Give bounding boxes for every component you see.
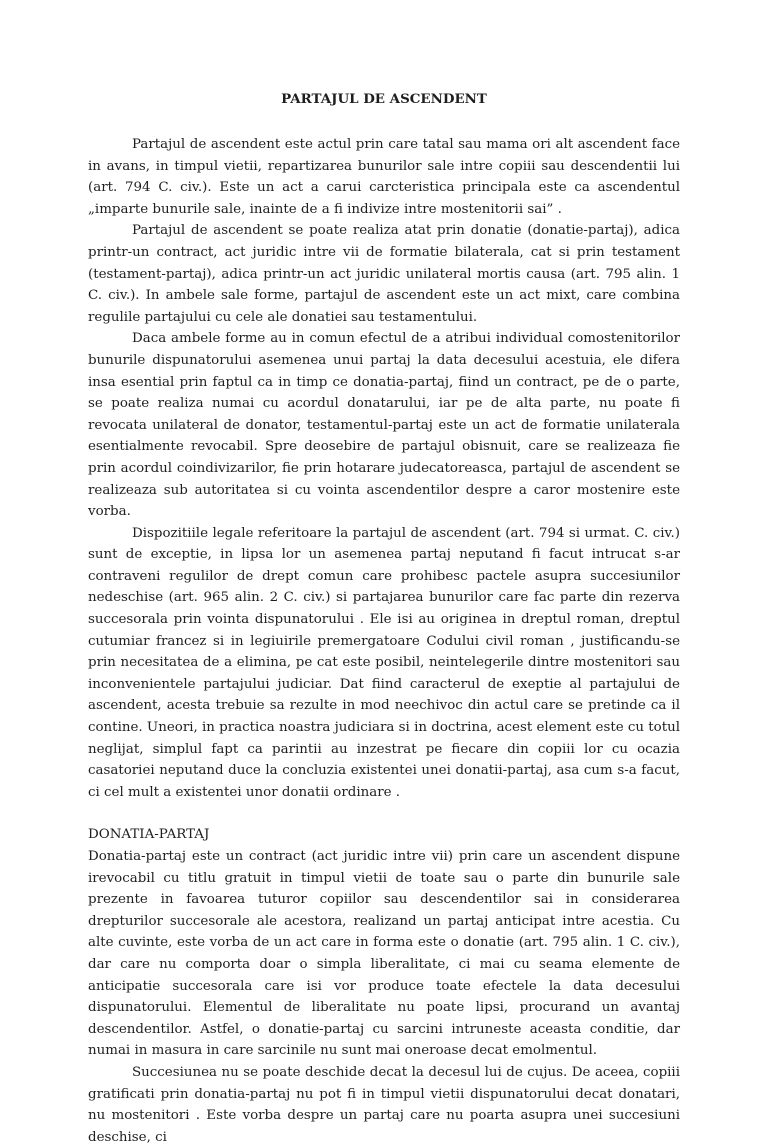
document-title: PARTAJUL DE ASCENDENT: [281, 91, 487, 107]
paragraph-2: Partajul de ascendent se poate realiza atat prin donatie (donatie-partaj), adica printr-un contract, act juridic intre vii de formatie bilaterala, cat si prin testament (testament-partaj), adica printr-un act juridic unilateral mortis causa (art. 795 alin. 1 C. civ.). In ambele sale forme, partajul de ascendent este un act mixt, care combina regulile partajului cu cele ale donatiei sau testamentului.: [88, 223, 680, 325]
section-heading: DONATIA-PARTAJ: [88, 827, 210, 843]
paragraph-1: Partajul de ascendent este actul prin care tatal sau mama ori alt ascendent face in avans, in timpul vietii, repartizarea bunurilor sale intre copiii sau descendentii lui (art. 794 C. civ.). Este un act a carui carcteristica principala este ca ascendentul „imparte bunurile sale, inainte de a fi indivize intre mostenitorii sai” .: [88, 137, 680, 217]
paragraph-4: Dispozitiile legale referitoare la partajul de ascendent (art. 794 si urmat. C. civ.) sunt de exceptie, in lipsa lor un asemenea partaj neputand fi facut intrucat s-ar contraveni regulilor de drept comun care prohibesc pactele asupra succesiunilor nedeschise (art. 965 alin. 2 C. civ.) si partajarea bunurilor care fac parte din rezerva succesorala prin vointa dispunatorului . Ele isi au originea in dreptul roman, dreptul cutumiar francez si in legiuirile premergatoare Codului civil roman , justificandu-se prin necesitatea de a elimina, pe cat este posibil, neintelegerile dintre mostenitori sau inconvenientele partajului judiciar. Dat fiind caracterul de exeptie al partajului de ascendent, acesta trebuie sa rezulte in mod neechivoc din actul care se pretinde ca il contine. Uneori, in practica noastra judiciara si in doctrina, acest element este cu totul neglijat, simplul fapt ca parintii au inzestrat pe fiecare din copiii lor cu ocazia casatoriei neputand duce la concluzia existentei unei donatii-partaj, asa cum s-a facut, ci cel mult a existentei unor donatii ordinare .: [88, 525, 680, 800]
paragraph-3: Daca ambele forme au in comun efectul de a atribui individual comostenitorilor bunurile dispunatorului asemenea unui partaj la data decesului acestuia, ele difera insa esential prin faptul ca in timp ce donatia-partaj, fiind un contract, pe de o parte, se poate realiza numai cu acordul donatarului, iar pe de alta parte, nu poate fi revocata unilateral de donator, testamentul-partaj este un act de formatie unilaterala esentialmente revocabil. Spre deosebire de partajul obisnuit, care se realizeaza fie prin acordul coindivizarilor, fie prin hotarare judecatoreasca, partajul de ascendent se realizeaza sub autoritatea si cu vointa ascendentilor despre a caror mostenire este vorba.: [88, 331, 680, 520]
document-body: [88, 88, 680, 1148]
section-paragraph-2: Succesiunea nu se poate deschide decat la decesul lui de cujus. De aceea, copiii gratificati prin donatia-partaj nu pot fi in timpul vietii dispunatorului decat donatari, nu mostenitori . Este vorba despre un partaj care nu poarta asupra unei succesiuni deschise, ci: [88, 1064, 680, 1145]
section-paragraph-1: Donatia-partaj este un contract (act juridic intre vii) prin care un ascendent dispune irevocabil cu titlu gratuit in timpul vietii de toate sau o parte din bunurile sale prezente in favoarea tuturor copiilor sau descendentilor sai in considerarea drepturilor succesorale ale acestora, realizand un partaj anticipat intre acestia. Cu alte cuvinte, este vorba de un act care in forma este o donatie (art. 795 alin. 1 C. civ.), dar care nu comporta doar o simpla liberalitate, ci mai cu seama elemente de anticipatie succesorala care isi vor produce toate efectele la data decesului dispunatorului. Elementul de liberalitate nu poate lipsi, procurand un avantaj descendentilor. Astfel, o donatie-partaj cu sarcini intruneste aceasta conditie, dar numai in masura in care sarcinile nu sunt mai oneroase decat emolmentul.: [88, 849, 680, 1059]
